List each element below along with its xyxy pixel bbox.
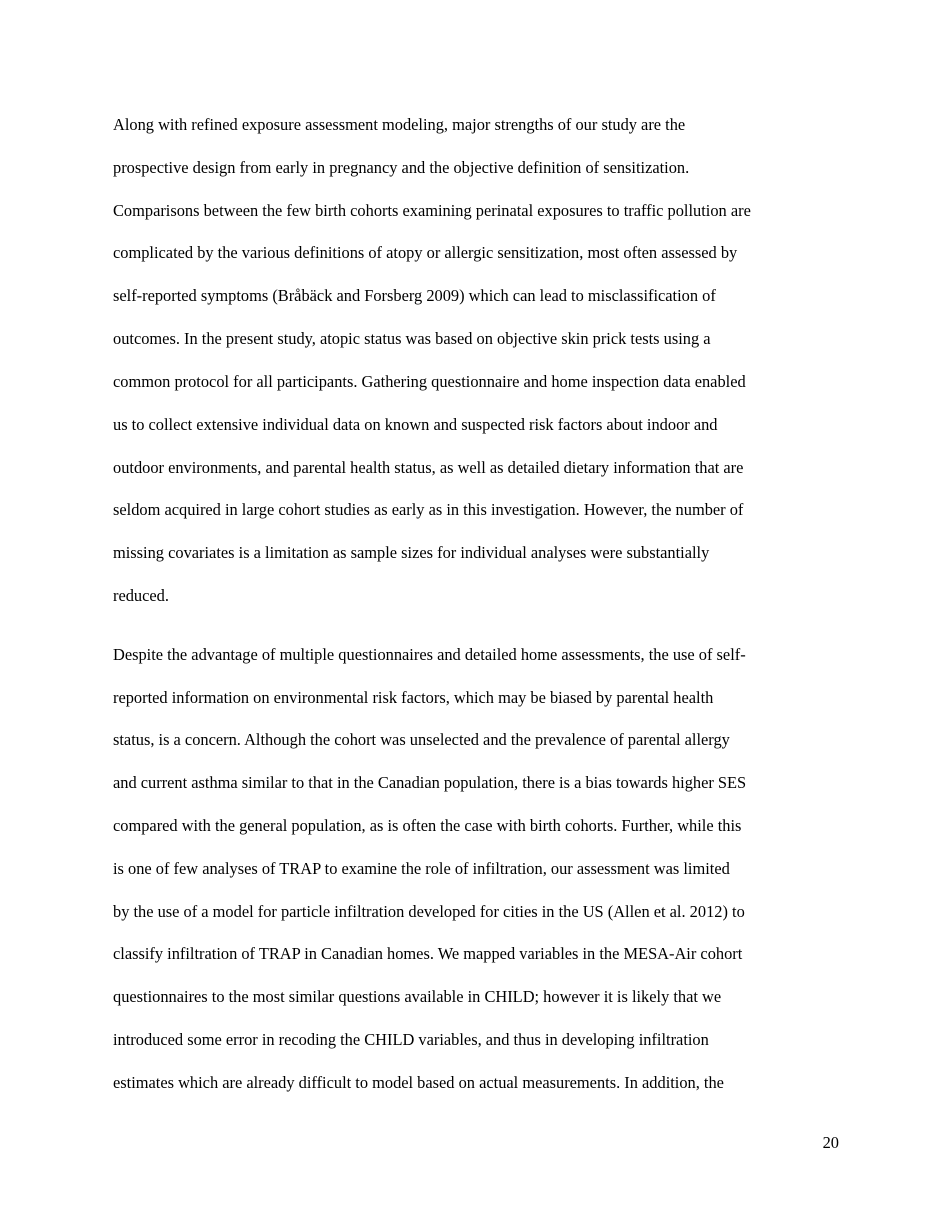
text-line: complicated by the various definitions of atopy or allergic sensitization, most often assessed by — [113, 243, 738, 262]
text-line: estimates which are already difficult to model based on actual measurements. In addition, the — [113, 1073, 724, 1092]
text-line: seldom acquired in large cohort studies as early as in this investigation. However, the number of — [113, 500, 744, 519]
text-line: questionnaires to the most similar questions available in CHILD; however it is likely that we — [113, 987, 722, 1006]
text-line: self-reported symptoms (Bråbäck and Forsberg 2009) which can lead to misclassification of — [113, 286, 716, 305]
text-line: prospective design from early in pregnancy and the objective definition of sensitization. — [113, 158, 690, 177]
text-line: Comparisons between the few birth cohorts examining perinatal exposures to traffic pollution are — [113, 201, 751, 220]
text-line: missing covariates is a limitation as sample sizes for individual analyses were substantially — [113, 543, 710, 562]
text-line: reported information on environmental risk factors, which may be biased by parental health — [113, 688, 714, 707]
text-line: us to collect extensive individual data on known and suspected risk factors about indoor and — [113, 415, 718, 434]
text-line: Along with refined exposure assessment modeling, major strengths of our study are the — [113, 115, 686, 134]
page-number: 20 — [822, 1133, 839, 1152]
text-line: outdoor environments, and parental health status, as well as detailed dietary information that are — [113, 458, 744, 477]
text-line: and current asthma similar to that in the Canadian population, there is a bias towards higher SES — [113, 773, 747, 792]
text-line: is one of few analyses of TRAP to examine the role of infiltration, our assessment was limited — [113, 859, 730, 878]
text-line: status, is a concern. Although the cohort was unselected and the prevalence of parental allergy — [113, 730, 730, 749]
text-line: common protocol for all participants. Gathering questionnaire and home inspection data enabled — [113, 372, 746, 391]
text-line: Despite the advantage of multiple questionnaires and detailed home assessments, the use of self- — [113, 645, 746, 664]
text-line: by the use of a model for particle infiltration developed for cities in the US (Allen et al. 2012) to — [113, 902, 745, 921]
text-line: outcomes. In the present study, atopic status was based on objective skin prick tests using a — [113, 329, 711, 348]
text-line: compared with the general population, as is often the case with birth cohorts. Further, while this — [113, 816, 742, 835]
text-line: classify infiltration of TRAP in Canadian homes. We mapped variables in the MESA-Air cohort — [113, 944, 743, 963]
text-line: introduced some error in recoding the CHILD variables, and thus in developing infiltration — [113, 1030, 709, 1049]
text-line: reduced. — [113, 586, 169, 605]
